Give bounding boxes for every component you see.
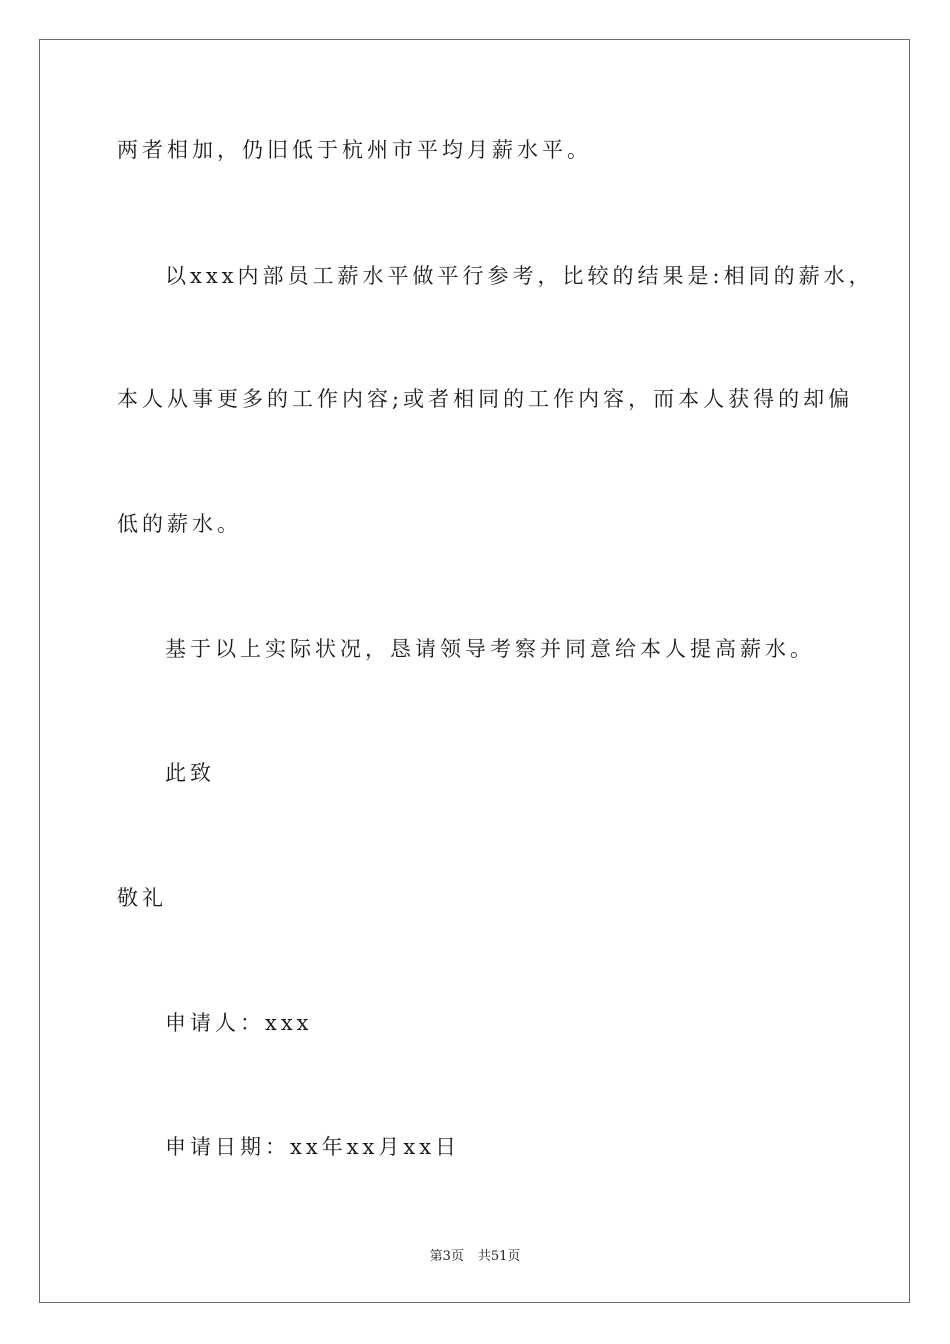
application-date: 申请日期：xx年xx月xx日 (165, 1135, 461, 1159)
body-line-2: 以xxx内部员工薪水平做平行参考，比较的结果是:相同的薪水， (165, 264, 874, 288)
body-line-4: 低的薪水。 (117, 512, 242, 536)
page-number: 第3页 (429, 1249, 464, 1264)
page-footer (0, 1248, 950, 1266)
closing-request: 基于以上实际状况，恳请领导考察并同意给本人提高薪水。 (165, 637, 815, 661)
salutation-jingli: 敬礼 (117, 886, 167, 910)
body-line-1: 两者相加，仍旧低于杭州市平均月薪水平。 (117, 138, 592, 162)
salutation-cizhi: 此致 (165, 761, 215, 785)
page-total: 共51页 (477, 1249, 521, 1264)
page-border (39, 39, 910, 1303)
applicant-name: 申请人：xxx (165, 1011, 313, 1035)
body-line-3: 本人从事更多的工作内容;或者相同的工作内容，而本人获得的却偏 (117, 387, 854, 411)
